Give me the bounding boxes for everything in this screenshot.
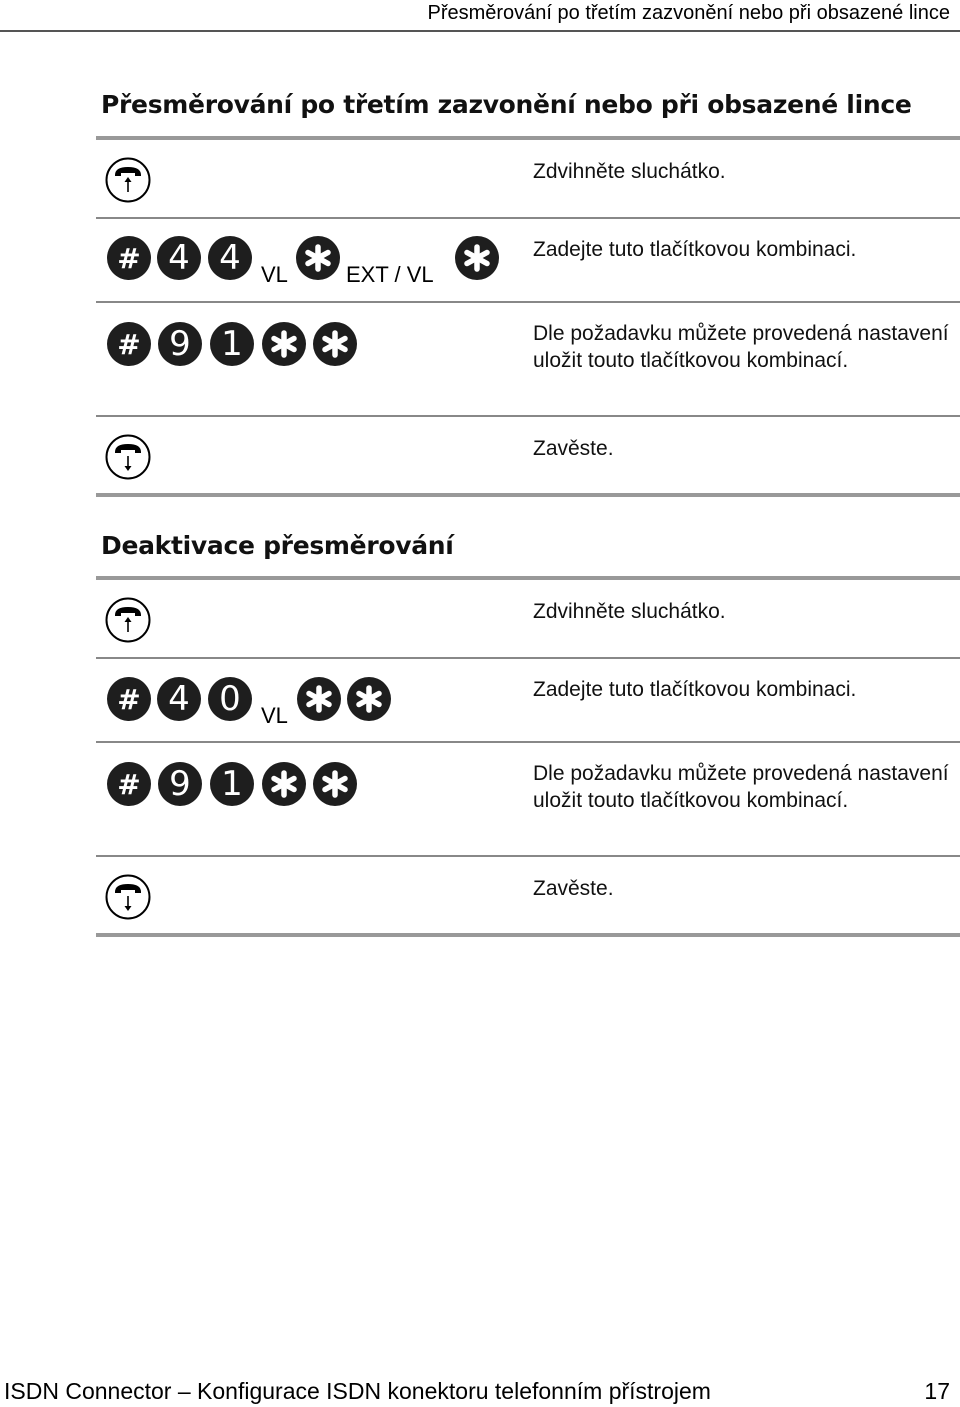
step-text: Zadejte tuto tlačítkovou kombinaci. bbox=[533, 238, 857, 261]
star-icon bbox=[303, 243, 333, 273]
step-text: Zdvihněte sluchátko. bbox=[533, 160, 726, 183]
section-divider bbox=[96, 136, 960, 140]
key-digit: 1 bbox=[210, 322, 254, 366]
section-divider bbox=[96, 576, 960, 580]
section-title-forwarding: Přesměrování po třetím zazvonění nebo při obsazené lince bbox=[101, 90, 912, 119]
key-star bbox=[297, 677, 341, 721]
section-divider bbox=[96, 493, 960, 497]
key-label-ext-vl: EXT / VL bbox=[346, 262, 434, 287]
star-icon bbox=[269, 329, 299, 359]
handset-lift-icon bbox=[105, 597, 151, 643]
footer-title: ISDN Connector – Konfigurace ISDN konektoru telefonním přístrojem bbox=[4, 1378, 711, 1404]
handset-lift-icon bbox=[105, 157, 151, 203]
row-divider bbox=[96, 855, 960, 857]
row-divider bbox=[96, 217, 960, 219]
key-star bbox=[296, 236, 340, 280]
key-hash: # bbox=[107, 322, 151, 366]
key-digit: 4 bbox=[157, 677, 201, 721]
step-text: Zdvihněte sluchátko. bbox=[533, 600, 726, 623]
key-star bbox=[262, 762, 306, 806]
row-divider bbox=[96, 301, 960, 303]
row-divider bbox=[96, 741, 960, 743]
key-digit: 4 bbox=[157, 236, 201, 280]
key-star bbox=[347, 677, 391, 721]
step-text: Zavěste. bbox=[533, 877, 614, 900]
star-icon bbox=[320, 329, 350, 359]
key-star bbox=[313, 322, 357, 366]
step-text: Dle požadavku můžete provedená nastavení uložit touto tlačítkovou kombinací. bbox=[533, 322, 949, 372]
key-hash: # bbox=[107, 677, 151, 721]
star-icon bbox=[462, 243, 492, 273]
key-digit: 4 bbox=[208, 236, 252, 280]
section-divider bbox=[96, 933, 960, 937]
section-title-deactivation: Deaktivace přesměrování bbox=[101, 531, 454, 560]
key-digit: 0 bbox=[208, 677, 252, 721]
key-digit: 9 bbox=[158, 322, 202, 366]
key-label-vl: VL bbox=[261, 262, 288, 287]
star-icon bbox=[304, 684, 334, 714]
handset-hangup-icon bbox=[105, 434, 151, 480]
step-text: Zavěste. bbox=[533, 437, 614, 460]
running-header: Přesměrování po třetím zazvonění nebo při obsazené lince bbox=[427, 2, 950, 24]
key-star bbox=[262, 322, 306, 366]
key-star bbox=[455, 236, 499, 280]
key-hash: # bbox=[107, 236, 151, 280]
row-divider bbox=[96, 415, 960, 417]
star-icon bbox=[354, 684, 384, 714]
key-label-vl: VL bbox=[261, 703, 288, 728]
star-icon bbox=[269, 769, 299, 799]
key-hash: # bbox=[107, 762, 151, 806]
key-digit: 1 bbox=[210, 762, 254, 806]
key-star bbox=[313, 762, 357, 806]
step-text: Dle požadavku můžete provedená nastavení uložit touto tlačítkovou kombinací. bbox=[533, 762, 949, 812]
star-icon bbox=[320, 769, 350, 799]
row-divider bbox=[96, 657, 960, 659]
step-text: Zadejte tuto tlačítkovou kombinaci. bbox=[533, 678, 857, 701]
page-number: 17 bbox=[924, 1378, 950, 1404]
handset-hangup-icon bbox=[105, 874, 151, 920]
header-divider bbox=[0, 30, 960, 32]
key-digit: 9 bbox=[158, 762, 202, 806]
